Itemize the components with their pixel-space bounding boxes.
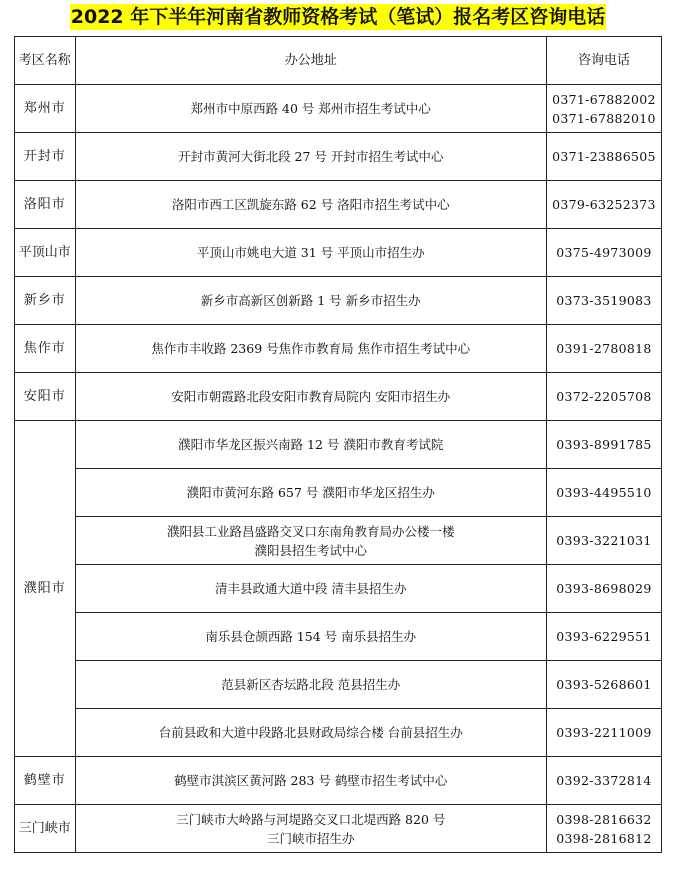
table-row (15, 229, 662, 277)
table-row (15, 517, 662, 565)
area-cell: 三门峡市 (15, 805, 76, 853)
address-cell (75, 565, 546, 613)
phone-number: 0371-67882010 (552, 110, 656, 126)
address-line: 洛阳市西工区凯旋东路 62 号 洛阳市招生考试中心 (171, 197, 450, 212)
address-cell (75, 373, 546, 421)
address-line: 三门峡市招生办 (266, 830, 355, 846)
address-line: 濮阳市华龙区振兴南路 12 号 濮阳市教育考试院 (178, 437, 444, 452)
address-line: 清丰县政通大道中段 清丰县招生办 (214, 581, 407, 596)
phone-number: 0392-3372814 (556, 773, 652, 788)
phone-cell (546, 373, 661, 421)
address-cell (75, 229, 546, 277)
contact-table (14, 36, 662, 853)
phone-number: 0393-3221031 (556, 533, 652, 548)
address-line: 焦作市丰收路 2369 号焦作市教育局 焦作市招生考试中心 (151, 341, 471, 356)
area-cell: 焦作市 (15, 325, 76, 373)
phone-cell (546, 805, 661, 853)
address-line: 台前县政和大道中段路北县财政局综合楼 台前县招生办 (158, 725, 463, 740)
table-row (15, 421, 662, 469)
address-line: 鹤壁市淇滨区黄河路 283 号 鹤壁市招生考试中心 (174, 773, 448, 788)
phone-cell (546, 181, 661, 229)
phone-cell (546, 709, 661, 757)
phone-cell (546, 133, 661, 181)
address-line: 南乐县仓颉西路 154 号 南乐县招生办 (205, 629, 417, 644)
table-row (15, 757, 662, 805)
phone-cell (546, 517, 661, 565)
table-header-row (15, 37, 662, 85)
phone-number: 0373-3519083 (556, 293, 652, 308)
area-cell: 濮阳市 (15, 421, 76, 757)
area-cell: 新乡市 (15, 277, 76, 325)
phone-cell (546, 325, 661, 373)
table-row (15, 469, 662, 517)
address-line: 郑州市中原西路 40 号 郑州市招生考试中心 (190, 101, 431, 116)
table-row (15, 661, 662, 709)
address-cell (75, 421, 546, 469)
table-row (15, 709, 662, 757)
phone-number: 0398-2816632 (556, 811, 652, 827)
address-cell (75, 757, 546, 805)
address-line: 濮阳县工业路昌盛路交叉口东南角教育局办公楼一楼 (166, 523, 455, 539)
address-cell (75, 469, 546, 517)
address-cell (75, 85, 546, 133)
address-cell (75, 805, 546, 853)
address-cell (75, 277, 546, 325)
area-cell: 鹤壁市 (15, 757, 76, 805)
phone-number: 0398-2816812 (556, 830, 652, 846)
address-cell (75, 613, 546, 661)
table-row (15, 133, 662, 181)
phone-cell (546, 565, 661, 613)
phone-cell (546, 757, 661, 805)
address-line: 濮阳市黄河东路 657 号 濮阳市华龙区招生办 (186, 485, 435, 500)
phone-number: 0393-8698029 (556, 581, 652, 596)
area-cell: 郑州市 (15, 85, 76, 133)
table-row (15, 613, 662, 661)
address-line: 三门峡市大岭路与河堤路交叉口北堤西路 820 号 (176, 811, 446, 827)
address-line: 新乡市高新区创新路 1 号 新乡市招生办 (200, 293, 421, 308)
phone-cell (546, 229, 661, 277)
phone-number: 0393-2211009 (556, 725, 652, 740)
address-line: 平顶山市姚电大道 31 号 平顶山市招生办 (196, 245, 425, 260)
header-phone: 咨询电话 (546, 37, 661, 85)
phone-cell (546, 85, 661, 133)
address-cell (75, 661, 546, 709)
phone-cell (546, 661, 661, 709)
page-title: 2022 年下半年河南省教师资格考试（笔试）报名考区咨询电话 (70, 6, 606, 28)
table-row (15, 565, 662, 613)
phone-cell (546, 469, 661, 517)
phone-number: 0371-67882002 (552, 91, 656, 107)
area-cell: 洛阳市 (15, 181, 76, 229)
area-cell: 安阳市 (15, 373, 76, 421)
area-cell: 平顶山市 (15, 229, 76, 277)
phone-cell (546, 421, 661, 469)
table-row (15, 277, 662, 325)
title-bar (0, 0, 677, 34)
address-line: 安阳市朝霞路北段安阳市教育局院内 安阳市招生办 (171, 389, 451, 404)
table-row (15, 805, 662, 853)
header-address: 办公地址 (75, 37, 546, 85)
phone-number: 0379-63252373 (552, 197, 656, 212)
address-cell (75, 709, 546, 757)
header-area: 考区名称 (15, 37, 76, 85)
table-row (15, 181, 662, 229)
address-cell (75, 325, 546, 373)
table-row (15, 325, 662, 373)
phone-number: 0375-4973009 (556, 245, 652, 260)
phone-number: 0391-2780818 (556, 341, 652, 356)
phone-number: 0393-8991785 (556, 437, 652, 452)
phone-cell (546, 277, 661, 325)
address-cell (75, 133, 546, 181)
address-cell (75, 181, 546, 229)
address-line: 濮阳县招生考试中心 (254, 542, 367, 558)
table-row (15, 85, 662, 133)
phone-cell (546, 613, 661, 661)
phone-number: 0393-6229551 (556, 629, 652, 644)
phone-number: 0371-23886505 (552, 149, 656, 164)
phone-number: 0393-5268601 (556, 677, 652, 692)
address-line: 开封市黄河大街北段 27 号 开封市招生考试中心 (178, 149, 444, 164)
address-cell (75, 517, 546, 565)
phone-number: 0393-4495510 (556, 485, 652, 500)
area-cell: 开封市 (15, 133, 76, 181)
phone-number: 0372-2205708 (556, 389, 652, 404)
table-row (15, 373, 662, 421)
address-line: 范县新区杏坛路北段 范县招生办 (221, 677, 401, 692)
